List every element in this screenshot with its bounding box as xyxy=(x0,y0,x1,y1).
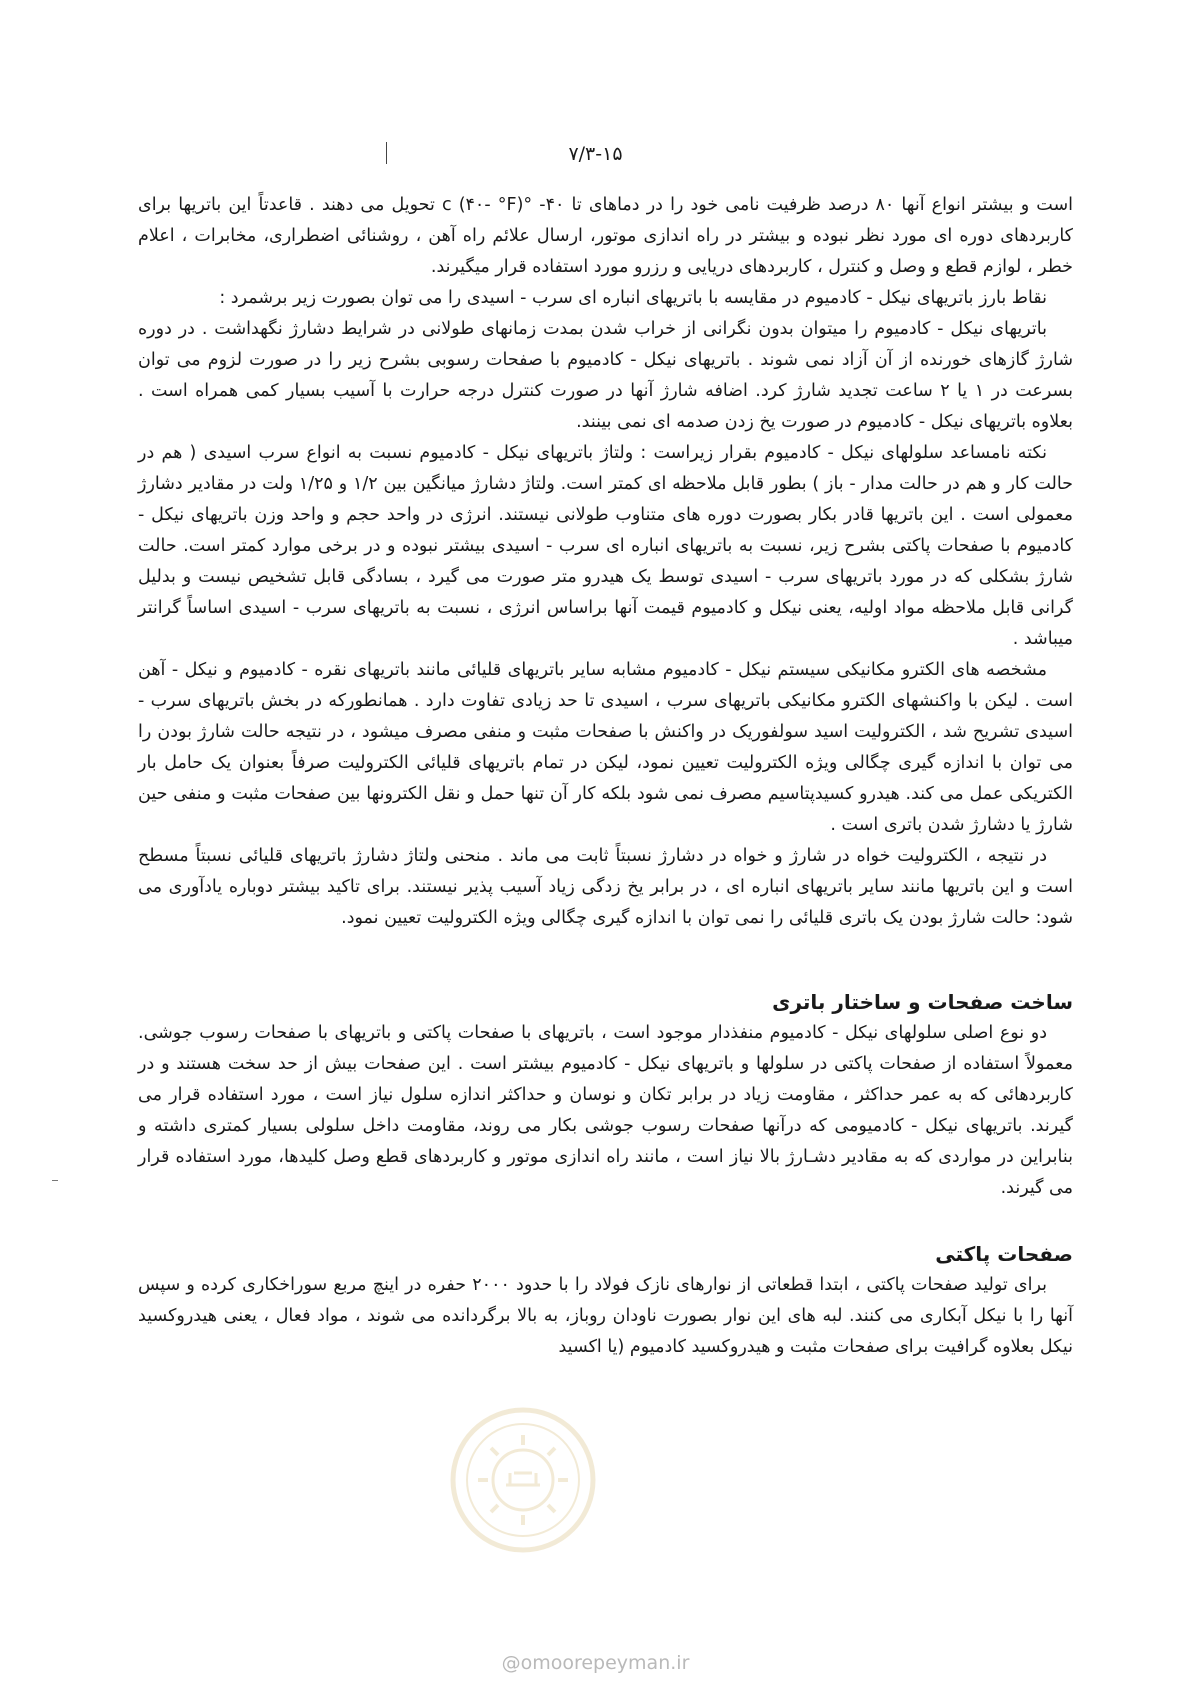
page-number: ۷/۳-۱۵ xyxy=(568,143,623,165)
section-heading-plate-construction: ساخت صفحات و ساختار باتری xyxy=(772,990,1073,1014)
watermark-seal-icon xyxy=(448,1405,598,1555)
margin-mark xyxy=(52,1180,58,1181)
paragraph-advantages: باتریهای نیکل - کادمیوم را میتوان بدون نگرانی از خراب شدن بمدت زمانهای طولانی در شرایط دشارژ نگهداشت . در دوره شارژ گازهای خورنده از آن آزاد نمی شوند . باتریهای نیکل - کادمیوم با صفحات رسوبی بشرح زیر را در صورت لزوم می توان بسرعت در ۱ یا ۲ ساعت تجدید شارژ کرد. اضافه شارژ آنها در صورت کنترل درجه حرارت با آسیب بسیار کمی همراه است . بعلاوه باتریهای نیکل - کادمیوم در صورت یخ زدن صدمه ای نمی بینند. xyxy=(138,319,1073,432)
document-body xyxy=(138,190,1073,1363)
paragraph-disadvantages: نکته نامساعد سلولهای نیکل - کادمیوم بقرار زیراست : ولتاژ باتریهای نیکل - کادمیوم نسبت به انواع سرب اسیدی ( هم در حالت کار و هم در حالت مدار - باز ) بطور قابل ملاحظه ای کمتر است. ولتاژ دشارژ میانگین بین ۱/۲ و ۱/۲۵ ولت در مقادیر دشارژ معمولی است . این باتریها قادر بکار بصورت دوره های متناوب طولانی نیستند. انرژی در واحد حجم و واحد وزن باتریهای نیکل - کادمیوم با صفحات پاکتی بشرح زیر، نسبت به باتریهای انباره ای سرب - اسیدی بیشتر نبوده و در برخی موارد کمتر است. حالت شارژ بشکلی که در مورد باتریهای سرب - اسیدی توسط یک هیدرو متر صورت می گیرد ، بسادگی قابل تشخیص نیست و بدلیل گرانی قابل ملاحظه مواد اولیه، یعنی نیکل و کادمیوم قیمت آنها براساس انرژی ، نسبت به باتریهای سرب - اسیدی اساساً گرانتر میباشد . xyxy=(138,443,1074,649)
paragraph-advantages-intro: نقاط بارز باتریهای نیکل - کادمیوم در مقایسه با باتریهای انباره ای سرب - اسیدی را می توان بصورت زیر برشمرد : xyxy=(219,288,1047,308)
paragraph-electrochemistry: مشخصه های الکترو مکانیکی سیستم نیکل - کادمیوم مشابه سایر باتریهای قلیائی مانند باتریهای نقره - کادمیوم و نیکل - آهن است . لیکن با واکنشهای الکترو مکانیکی باتریهای سرب ، اسیدی تا حد زیادی تفاوت دارد . همانطورکه در بخش باتریهای سرب - اسیدی تشریح شد ، الکترولیت اسید سولفوریک در واکنش با صفحات مثبت و منفی مصرف میشود ، در نتیجه حالت شارژ بودن را می توان با اندازه گیری چگالی ویژه الکترولیت تعیین نمود، لیکن در تمام باتریهای قلیائی الکترولیت صرفاً بعنوان یک حامل بار الکتریکی عمل می کند. هیدرو کسیدپتاسیم مصرف نمی شود بلکه کار آن تنها حمل و نقل الکترونها بین صفحات مثبت و منفی حین شارژ یا دشارژ شدن باتری است . xyxy=(138,660,1073,835)
section-heading-pocket-plates: صفحات پاکتی xyxy=(935,1242,1073,1266)
paragraph-plate-types: دو نوع اصلی سلولهای نیکل - کادمیوم منفذدار موجود است ، باتریهای با صفحات پاکتی و باتریهای با صفحات رسوب جوشی. معمولاً استفاده از صفحات پاکتی در سلولها و باتریهای نیکل - کادمیوم بیشتر است . این صفحات بیش از حد سخت هستند و در کاربردهائی که به عمر حداکثر ، مقاومت زیاد در برابر تکان و نوسان و حداکثر اندازه سلول نیاز است ، مورد استفاده قرار می گیرند. باتریهای نیکل - کادمیومی که درآنها صفحات رسوب جوشی بکار می روند، مقاومت داخل سلولی بسیار کمتری داشته و بنابراین در مواردی که به مقادیر دشـارژ بالا نیاز است ، مانند راه اندازی موتور و کاربردهای قطع وصل کلیدها، مورد استفاده قرار می گیرند. xyxy=(138,1023,1073,1198)
section-pocket-plates xyxy=(138,1238,1073,1363)
paragraph-electrolyte-conclusion: در نتیجه ، الکترولیت خواه در شارژ و خواه در دشارژ نسبتاً ثابت می ماند . منحنی ولتاژ دشارژ باتریهای قلیائی نسبتاً مسطح است و این باتریها مانند سایر باتریهای انباره ای ، در برابر یخ زدگی زیاد آسیب پذیر نیستند. برای تاکید بیشتر دوباره یادآوری می شود: حالت شارژ بودن یک باتری قلیائی را نمی توان با اندازه گیری چگالی ویژه الکترولیت تعیین نمود. xyxy=(138,846,1073,928)
watermark-site-url: @omoorepeyman.ir xyxy=(501,1652,690,1674)
section-plate-construction xyxy=(138,986,1073,1204)
paragraph-temperature-applications: است و بیشتر انواع آنها ۸۰ درصد ظرفیت نامی خود را در دماهای تا ۴۰- °c (۴۰- °F) تحویل می دهند . قاعدتاً این باتریها برای کاربردهای دوره ای مورد نظر نبوده و بیشتر در راه اندازی موتور، ارسال علائم راه آهن ، روشنائی اضطراری، مخابرات ، اعلام خطر ، لوازم قطع و وصل و کنترل ، کاربردهای دریایی و رزرو مورد استفاده قرار میگیرند. xyxy=(138,195,1073,277)
paragraph-pocket-plate-production: برای تولید صفحات پاکتی ، ابتدا قطعاتی از نوارهای نازک فولاد را با حدود ۲۰۰۰ حفره در اینچ مربع سوراخکاری کرده و سپس آنها را با نیکل آبکاری می کنند. لبه های این نوار بصورت ناودان روباز، به بالا برگردانده می شوند ، مواد فعال ، یعنی هیدروکسید نیکل بعلاوه گرافیت برای صفحات مثبت و هیدروکسید کادمیوم (یا اکسید xyxy=(138,1275,1073,1357)
